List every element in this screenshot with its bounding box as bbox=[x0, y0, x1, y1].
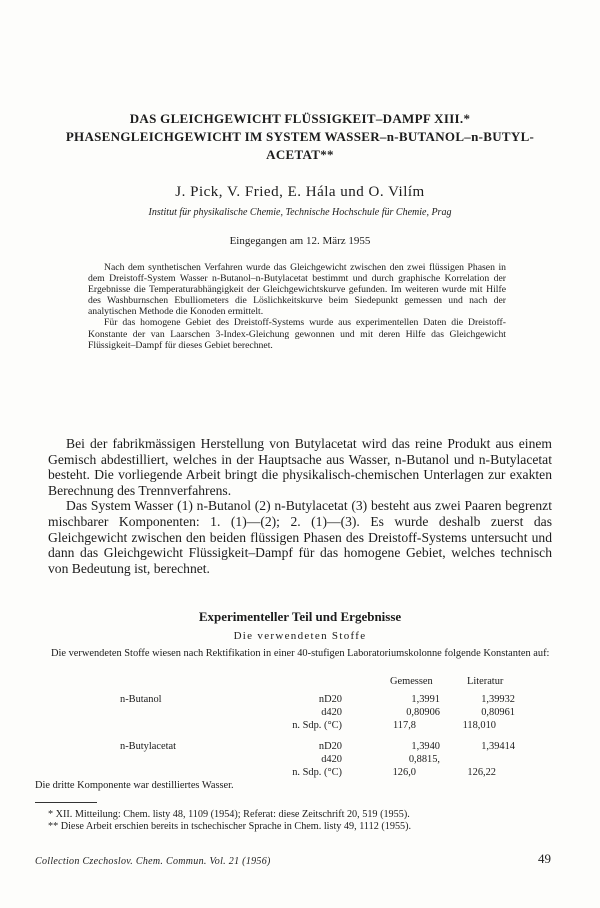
note-third-component: Die dritte Komponente war destilliertes Wasser. bbox=[35, 780, 234, 791]
authors: J. Pick, V. Fried, E. Hála und O. Vilím bbox=[175, 184, 425, 200]
compound-name-butanol: n-Butanol bbox=[120, 694, 162, 705]
header-literature: Literatur bbox=[467, 676, 504, 687]
measured-value: 1,3940 bbox=[411, 741, 440, 752]
compound-name-acetate: n-Butylacetat bbox=[120, 741, 176, 752]
prop-label: nD20 bbox=[318, 741, 342, 752]
introduction bbox=[48, 436, 552, 576]
body-paragraph-1: Bei der fabrikmässigen Herstellung von Butylacetat wird das reine Produkt aus einem Gemisch abdestilliert, welches in der Hauptsache aus Wasser, n-Butanol und n-Butylacetat besteht. Die vorliegende Arbeit bringt die physikalisch-chemischen Unterlagen zur exakten Berechnung des Trennverfahrens. bbox=[48, 436, 552, 498]
institute: Institut für physikalische Chemie, Technische Hochschule für Chemie, Prag bbox=[148, 207, 452, 218]
footnote-2: ** Diese Arbeit erschien bereits in tschechischer Sprache in Chem. listy 49, 1112 (1955). bbox=[48, 821, 412, 832]
article-title bbox=[30, 110, 570, 164]
section-heading: Experimenteller Teil und Ergebnisse bbox=[198, 609, 402, 624]
title-line-3: ACETAT** bbox=[266, 147, 334, 162]
abstract-paragraph-1: Nach dem synthetischen Verfahren wurde das Gleichgewicht zwischen den zwei flüssigen Phasen in dem Dreistoff-System Wasser n-Butanol–n-Butylacetat bestimmt und durch graphische Korrelation der Ergebnisse die Temperaturabhängigkeit der Gleichgewichtskurve gefunden. Im weiteren wurde mit Hilfe des Washburnschen Ebulliometers die Löslichkeitskurve beim Siedepunkt gemessen und nach der analytischen Methode die Konoden ermittelt. bbox=[88, 262, 506, 318]
measured-value: 117,8 bbox=[393, 720, 416, 731]
footnote-rule bbox=[35, 802, 97, 803]
prop-label: n. Sdp. (°C) bbox=[292, 767, 342, 778]
journal-citation: Collection Czechoslov. Chem. Commun. Vol. 21 (1956) bbox=[35, 856, 271, 867]
header-measured: Gemessen bbox=[390, 676, 433, 687]
prop-label: d420 bbox=[321, 754, 342, 765]
abstract-paragraph-2: Für das homogene Gebiet des Dreistoff-Systems wurde aus experimentellen Daten die Dreistoff-Konstante der van Laarschen 3-Index-Gleichung gewonnen und mit deren Hilfe das Gleichgewicht Flüssigkeit–Dampf für dieses Gebiet berechnet. bbox=[88, 317, 506, 351]
subsection-heading: Die verwendeten Stoffe bbox=[233, 630, 367, 642]
materials-intro bbox=[35, 648, 565, 660]
abstract bbox=[88, 262, 506, 351]
literature-value: 1,39932 bbox=[481, 694, 515, 705]
footnote-1: * XII. Mitteilung: Chem. listy 48, 1109 (1954); Referat: diese Zeitschrift 20, 519 (1955). bbox=[48, 809, 410, 820]
body-paragraph-2: Das System Wasser (1) n-Butanol (2) n-Butylacetat (3) besteht aus zwei Paaren begrenzt mischbarer Komponenten: 1. (1)—(2); 2. (1)—(3). Es wurde deshalb zuerst das Gleichgewicht zwischen den beiden flüssigen Phasen des Dreistoff-Systems untersucht und dann das Gleichgewicht Flüssigkeit–Dampf für das homogene Gebiet, welches technisch von Bedeutung ist, berechnet. bbox=[48, 498, 552, 576]
materials-intro-text: Die verwendeten Stoffe wiesen nach Rektifikation in einer 40-stufigen Laboratoriumskolonne folgende Konstanten auf: bbox=[51, 648, 550, 659]
measured-value: 126,0 bbox=[392, 767, 416, 778]
literature-value: 118,010 bbox=[462, 720, 496, 731]
literature-value: 126,22 bbox=[467, 767, 496, 778]
prop-label: nD20 bbox=[318, 694, 342, 705]
title-line-1: DAS GLEICHGEWICHT FLÜSSIGKEIT–DAMPF XIII.* bbox=[129, 111, 471, 126]
measured-value: 0,8815, bbox=[408, 754, 440, 765]
measured-value: 0,80906 bbox=[406, 707, 440, 718]
measured-value: 1,3991 bbox=[411, 694, 440, 705]
title-line-2: PHASENGLEICHGEWICHT IM SYSTEM WASSER–n-BUTANOL–n-BUTYL- bbox=[65, 129, 535, 144]
prop-label: d420 bbox=[321, 707, 342, 718]
prop-label: n. Sdp. (°C) bbox=[292, 720, 342, 731]
received-date: Eingegangen am 12. März 1955 bbox=[229, 235, 371, 247]
page-number: 49 bbox=[538, 851, 551, 866]
literature-value: 0,80961 bbox=[481, 707, 515, 718]
literature-value: 1,39414 bbox=[481, 741, 515, 752]
